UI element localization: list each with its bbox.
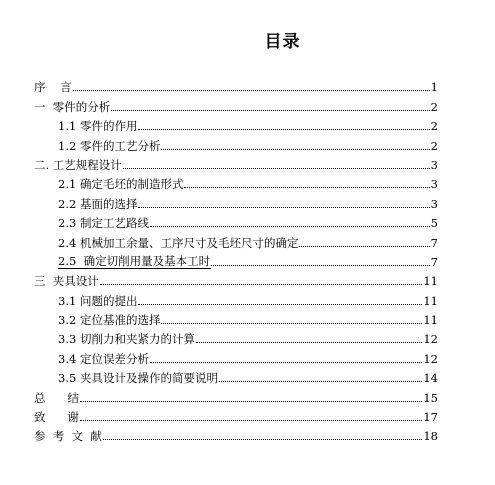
- toc-entry-1-1[interactable]: [34, 114, 438, 133]
- toc-entry-acknowledgements[interactable]: [34, 405, 438, 424]
- toc-entry-label: 2.5 确定切削用量及基本工时: [58, 253, 211, 268]
- toc-entry-page: 11: [423, 274, 438, 289]
- toc-entry-label: 2.3 制定工艺路线: [58, 216, 149, 231]
- toc-entry-page: 18: [423, 429, 438, 444]
- toc-entry-process-design[interactable]: [34, 153, 438, 172]
- toc-leader-dots: [138, 129, 429, 130]
- toc-entry-page: 2: [430, 119, 438, 134]
- toc-entry-3-2[interactable]: [34, 308, 438, 327]
- toc-entry-label: 3.4 定位误差分析: [58, 351, 149, 366]
- toc-entry-page: 3: [430, 196, 438, 211]
- toc-entry-references[interactable]: [34, 424, 438, 443]
- toc-entry-label: 2.4 机械加工余量、工序尺寸及毛坯尺寸的确定: [58, 235, 299, 250]
- toc-entry-page: 3: [430, 157, 438, 172]
- toc-title: 目录: [264, 32, 301, 52]
- toc-entry-page: 5: [430, 216, 438, 231]
- toc-entry-3-1[interactable]: [34, 288, 438, 307]
- toc-entry-label: 1.1 零件的作用: [58, 119, 138, 134]
- toc-leader-dots: [138, 207, 429, 208]
- toc-entry-2-3[interactable]: [34, 211, 438, 230]
- toc-leader-dots: [111, 110, 429, 111]
- toc-leader-dots: [100, 284, 423, 285]
- toc-entry-2-1[interactable]: [34, 172, 438, 191]
- toc-entry-label: 序 言: [34, 80, 72, 95]
- toc-entry-preface[interactable]: [34, 75, 438, 94]
- toc-entry-label: 3.3 切削力和夹紧力的计算: [58, 332, 195, 347]
- toc-entry-2-2[interactable]: [34, 191, 438, 210]
- toc-entry-3-4[interactable]: [34, 346, 438, 365]
- toc-leader-dots: [80, 401, 422, 402]
- toc-entry-page: 14: [423, 371, 438, 386]
- toc-entry-part-analysis[interactable]: [34, 94, 438, 113]
- toc-leader-dots: [123, 168, 430, 169]
- toc-leader-dots: [161, 323, 422, 324]
- toc-entry-page: 12: [423, 351, 438, 366]
- toc-leader-dots: [150, 362, 422, 363]
- toc-entry-2-4[interactable]: [34, 230, 438, 249]
- toc-leader-dots: [184, 187, 429, 188]
- toc-entry-label: 二. 工艺规程设计: [34, 157, 122, 172]
- table-of-contents: [34, 75, 438, 443]
- toc-entry-page: 11: [423, 293, 438, 308]
- toc-entry-label: 2.2 基面的选择: [58, 196, 138, 211]
- toc-entry-label: 一 零件的分析: [34, 99, 111, 114]
- toc-entry-3-3[interactable]: [34, 327, 438, 346]
- toc-leader-dots: [219, 381, 422, 382]
- toc-entry-label: 致 谢: [34, 410, 79, 425]
- toc-entry-page: 2: [430, 138, 438, 153]
- toc-leader-dots: [299, 246, 429, 247]
- toc-entry-label: 参 考 文 献: [34, 429, 102, 444]
- toc-leader-dots: [161, 149, 429, 150]
- toc-entry-fixture-design[interactable]: [34, 269, 438, 288]
- toc-entry-label: 3.2 定位基准的选择: [58, 313, 161, 328]
- toc-entry-page: 15: [423, 390, 438, 405]
- toc-entry-page: 7: [430, 235, 438, 250]
- toc-leader-dots: [150, 226, 430, 227]
- toc-entry-3-5[interactable]: [34, 366, 438, 385]
- toc-entry-page: 11: [423, 313, 438, 328]
- toc-entry-label: 总 结: [34, 390, 79, 405]
- toc-entry-page: 2: [430, 99, 438, 114]
- toc-entry-2-5[interactable]: [34, 250, 438, 269]
- toc-entry-label: 3.1 问题的提出: [58, 293, 138, 308]
- toc-entry-1-2[interactable]: [34, 133, 438, 152]
- toc-entry-summary[interactable]: [34, 385, 438, 404]
- toc-entry-page: 1: [430, 80, 438, 95]
- toc-entry-page: 17: [423, 410, 438, 425]
- toc-entry-page: 12: [423, 332, 438, 347]
- toc-entry-label: 三 夹具设计: [34, 274, 99, 289]
- toc-entry-page: 3: [430, 177, 438, 192]
- toc-entry-label: 3.5 夹具设计及操作的简要说明: [58, 371, 218, 386]
- toc-leader-dots: [211, 265, 430, 266]
- toc-entry-label: 2.1 确定毛坯的制造形式: [58, 177, 184, 192]
- toc-leader-dots: [80, 420, 422, 421]
- toc-leader-dots: [73, 90, 430, 91]
- toc-leader-dots: [103, 439, 422, 440]
- toc-entry-label: 1.2 零件的工艺分析: [58, 138, 161, 153]
- toc-leader-dots: [138, 304, 422, 305]
- toc-leader-dots: [196, 342, 422, 343]
- toc-entry-page: 7: [430, 254, 438, 269]
